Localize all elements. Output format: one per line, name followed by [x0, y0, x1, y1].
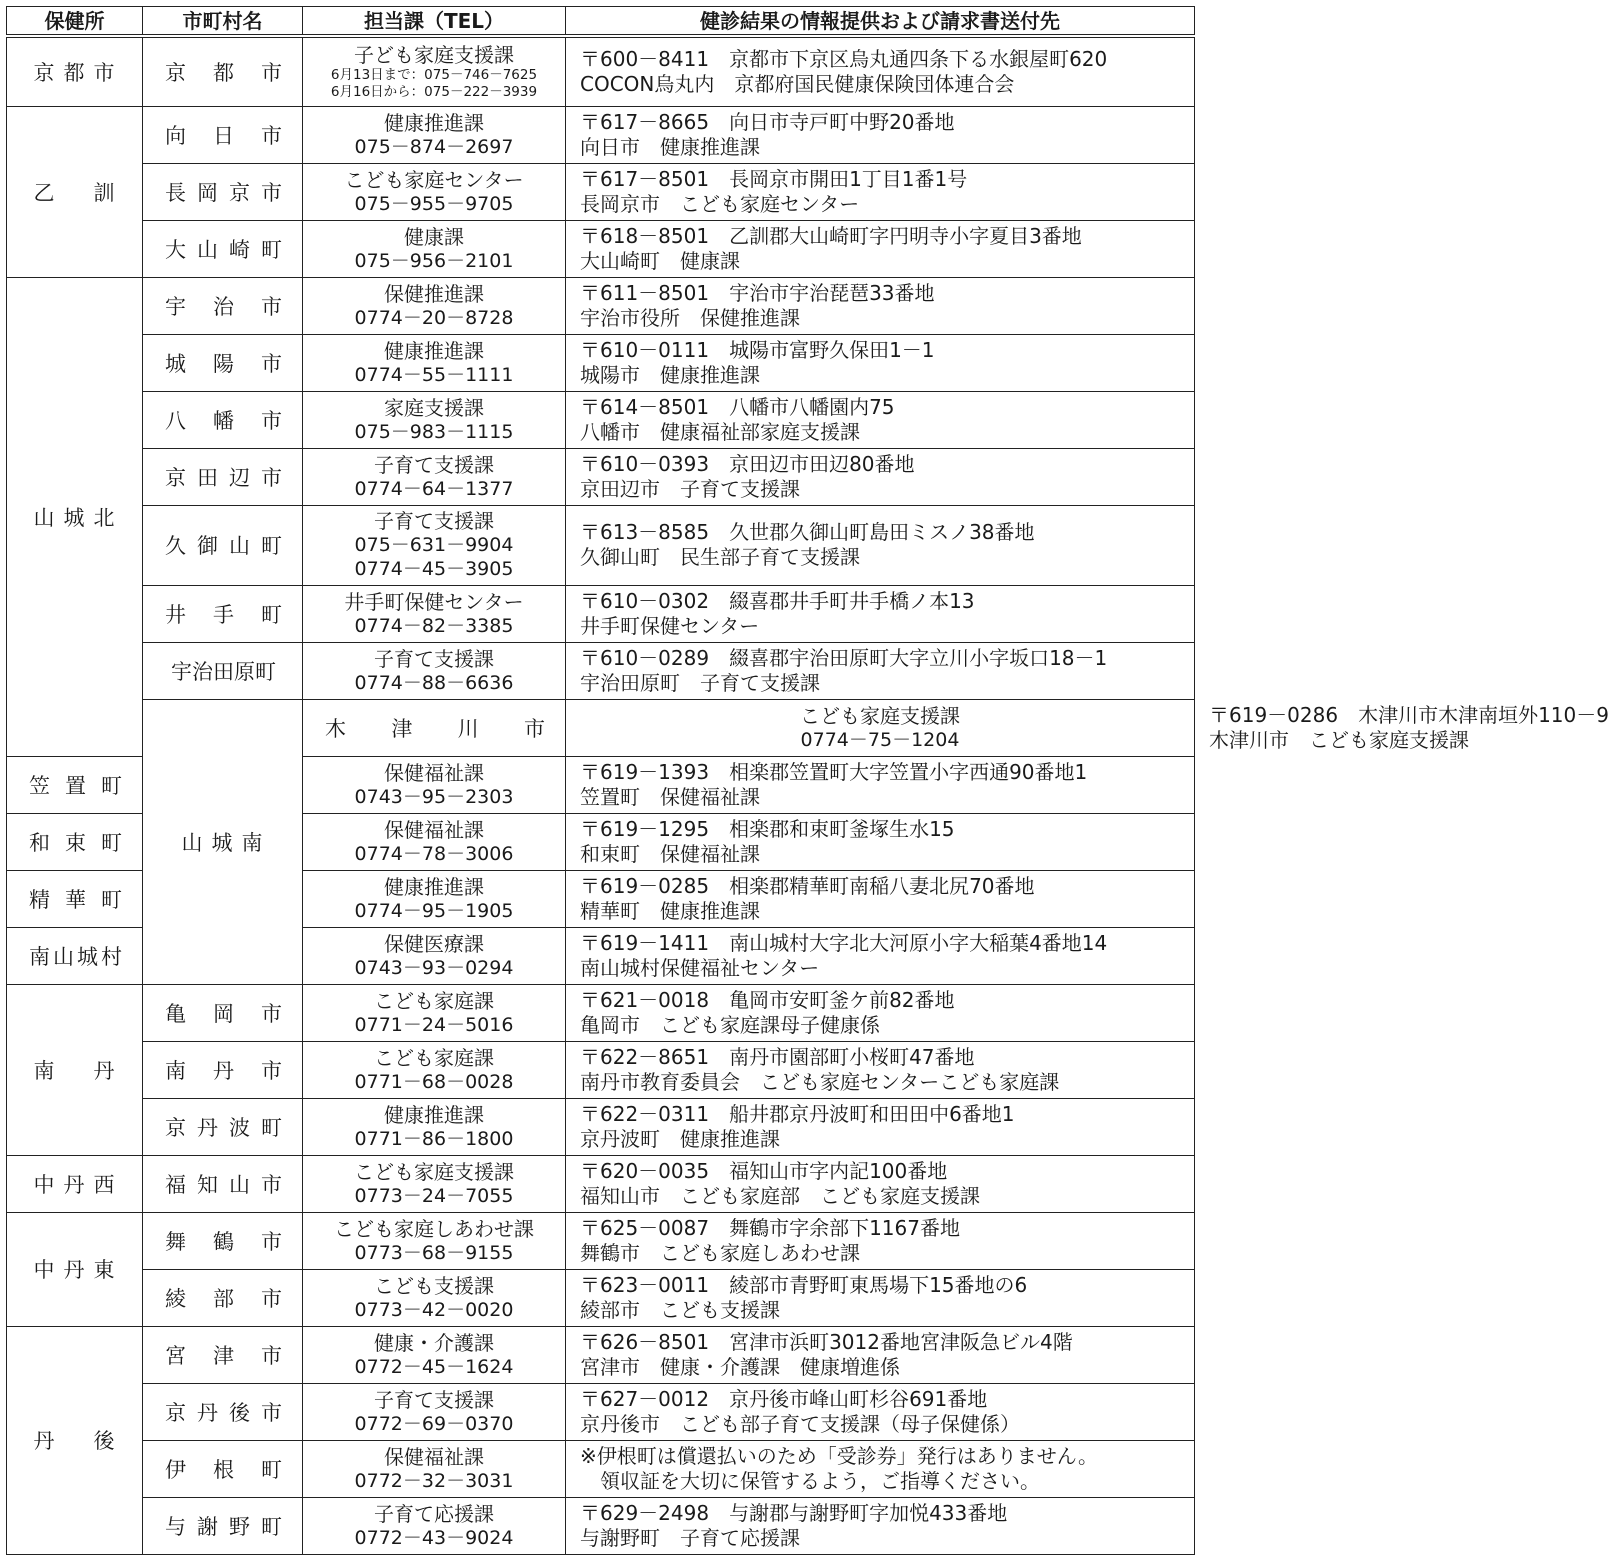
department-name: こども家庭課: [374, 1045, 494, 1070]
header-municipality: 市町村名: [143, 7, 303, 37]
address-line-postal: 〒617－8665 向日市寺戸町中野20番地: [580, 109, 955, 134]
address-line-postal: 〒622－8651 南丹市園部町小桜町47番地: [580, 1044, 975, 1069]
address-cell: [566, 1440, 1195, 1497]
municipality-name: 向 日 市: [165, 123, 282, 148]
phone-number: 0743－95－2303: [354, 785, 514, 808]
phone-number: 0772－32－3031: [354, 1469, 514, 1492]
table-row: [7, 1269, 1195, 1326]
municipality-cell: [143, 448, 303, 505]
table-row: [7, 1041, 1195, 1098]
address-line-recipient: 与謝野町 子育て応援課: [580, 1525, 800, 1550]
department-name: 保健医療課: [384, 931, 484, 956]
department-cell: [303, 1440, 566, 1497]
department-name: 健康推進課: [384, 110, 484, 135]
address-cell: [566, 1497, 1195, 1554]
address-line-postal: 〒619－1393 相楽郡笠置町大字笠置小字西通90番地1: [580, 759, 1088, 784]
department-name: 保健福祉課: [384, 760, 484, 785]
table-row: [7, 642, 1195, 699]
department-cell: [303, 1212, 566, 1269]
department-cell: [303, 448, 566, 505]
municipality-cell: [7, 756, 143, 813]
address-line-recipient: 福知山市 こども家庭部 こども家庭支援課: [580, 1183, 980, 1208]
municipality-cell: [143, 1269, 303, 1326]
address-line-postal: 〒619－0285 相楽郡精華町南稲八妻北尻70番地: [580, 873, 1035, 898]
address-line-recipient: 八幡市 健康福祉部家庭支援課: [580, 419, 860, 444]
municipality-cell: [143, 334, 303, 391]
address-cell: [566, 36, 1195, 106]
department-cell: [303, 334, 566, 391]
phone-number: 0772－69－0370: [354, 1412, 514, 1435]
office-cell: 山城北: [7, 277, 143, 756]
address-cell: [566, 927, 1195, 984]
department-cell: [303, 927, 566, 984]
municipality-name: 伊 根 町: [165, 1457, 282, 1482]
phone-number: 0771－24－5016: [354, 1013, 514, 1036]
table-row: [7, 163, 1195, 220]
address-line-postal: 〒613－8585 久世郡久御山町島田ミスノ38番地: [580, 520, 1035, 544]
department-cell: [303, 813, 566, 870]
office-cell: 中丹東: [7, 1212, 143, 1326]
address-cell: [566, 1098, 1195, 1155]
phone-number: 0774－75－1204: [800, 728, 960, 751]
address-line-recipient: 領収証を大切に保管するよう，ご指導ください。: [580, 1468, 1040, 1493]
address-line-postal: 〒610－0393 京田辺市田辺80番地: [580, 451, 915, 476]
phone-number: 0771－68－0028: [354, 1070, 514, 1093]
office-cell: 山城南: [143, 699, 303, 984]
address-line-recipient: 京田辺市 子育て支援課: [580, 476, 800, 501]
address-cell: [566, 813, 1195, 870]
department-cell: [303, 391, 566, 448]
phone-number: 0773－68－9155: [354, 1241, 514, 1264]
address-line-recipient: 南山城村保健福祉センター: [580, 955, 820, 980]
table-row: [7, 106, 1195, 163]
municipality-cell: [143, 106, 303, 163]
department-cell: [303, 220, 566, 277]
address-cell: [566, 756, 1195, 813]
department-cell: [303, 36, 566, 106]
phone-number: 0771－86－1800: [354, 1127, 514, 1150]
department-cell: [303, 756, 566, 813]
header-department: 担当課（TEL）: [303, 7, 566, 37]
department-name: こども家庭支援課: [354, 1159, 514, 1184]
department-name: 子育て支援課: [374, 1387, 494, 1412]
address-cell: [566, 1326, 1195, 1383]
department-name: こども家庭センター: [344, 167, 524, 192]
address-line-postal: 〒611－8501 宇治市宇治琵琶33番地: [580, 280, 935, 305]
department-name: 子育て応援課: [374, 1501, 494, 1526]
address-cell: [566, 1041, 1195, 1098]
department-name: 井手町保健センター: [344, 589, 524, 614]
municipality-name: 福 知 山 市: [165, 1172, 282, 1197]
address-cell: [566, 163, 1195, 220]
address-cell: [566, 106, 1195, 163]
phone-number: 0774－55－1111: [354, 363, 514, 386]
phone-number: 0743－93－0294: [354, 956, 514, 979]
phone-number: 0774－78－3006: [354, 842, 514, 865]
address-line-recipient: 精華町 健康推進課: [580, 898, 760, 923]
phone-number: 0774－88－6636: [354, 671, 514, 694]
municipality-cell: [143, 1326, 303, 1383]
department-name: 健康推進課: [384, 874, 484, 899]
department-name: 家庭支援課: [384, 395, 484, 420]
address-line-postal: 〒620－0035 福知山市字内記100番地: [580, 1158, 948, 1183]
phone-note: 6月16日から：075－222－3939: [330, 83, 538, 100]
phone-number: 0774－20－8728: [354, 306, 514, 329]
municipality-name: 久 御 山 町: [165, 534, 282, 558]
phone-number: 0773－42－0020: [354, 1298, 514, 1321]
municipality-name: 京 丹 波 町: [165, 1115, 282, 1140]
phone-number: 0774－45－3905: [354, 558, 514, 580]
address-cell: [566, 1155, 1195, 1212]
address-line-recipient: 宮津市 健康・介護課 健康増進係: [580, 1354, 900, 1379]
address-line-postal: 〒623－0011 綾部市青野町東馬場下15番地の6: [580, 1272, 1028, 1297]
address-cell: [566, 391, 1195, 448]
address-line-postal: 〒610－0302 綴喜郡井手町井手橋ノ本13: [580, 588, 975, 613]
address-line-recipient: 京丹波町 健康推進課: [580, 1126, 780, 1151]
department-cell: [303, 585, 566, 642]
table-row: [7, 448, 1195, 505]
address-line-recipient: 舞鶴市 こども家庭しあわせ課: [580, 1240, 860, 1265]
address-line-postal: 〒625－0087 舞鶴市字余部下1167番地: [580, 1215, 960, 1240]
municipality-cell: [143, 163, 303, 220]
table-row: [7, 585, 1195, 642]
table-row: [7, 391, 1195, 448]
department-cell: [303, 984, 566, 1041]
department-name: 健康課: [404, 224, 464, 249]
address-line-recipient: 京丹後市 こども部子育て支援課（母子保健係）: [580, 1411, 1020, 1436]
municipality-name: 八 幡 市: [165, 408, 282, 433]
phone-number: 0774－95－1905: [354, 899, 514, 922]
department-cell: [303, 1155, 566, 1212]
address-cell: [566, 642, 1195, 699]
address-cell: [566, 1383, 1195, 1440]
municipality-cell: [143, 1041, 303, 1098]
department-cell: [303, 1041, 566, 1098]
header-office: 保健所: [7, 7, 143, 37]
phone-number: 075－631－9904: [354, 534, 514, 556]
department-name: 健康・介護課: [374, 1330, 494, 1355]
address-cell: [566, 1269, 1195, 1326]
address-line-recipient: 大山崎町 健康課: [580, 248, 740, 273]
municipality-name: 和 束 町: [29, 830, 122, 855]
municipality-name: 南 丹 市: [165, 1058, 282, 1083]
municipality-cell: [143, 391, 303, 448]
address-line-postal: 〒618－8501 乙訓郡大山崎町字円明寺小字夏目3番地: [580, 223, 1082, 248]
municipality-name: 城 陽 市: [165, 351, 282, 376]
phone-number: 075－983－1115: [354, 420, 514, 443]
address-cell: [566, 277, 1195, 334]
department-cell: [303, 106, 566, 163]
municipality-name: 笠 置 町: [29, 773, 122, 798]
address-line-postal: 〒610－0289 綴喜郡宇治田原町大字立川小字坂口18－1: [580, 645, 1108, 670]
department-name: こども家庭支援課: [800, 703, 960, 728]
municipality-name: 宮 津 市: [165, 1343, 282, 1368]
address-line-recipient: 井手町保健センター: [580, 613, 760, 638]
address-line-postal: 〒627－0012 京丹後市峰山町杉谷691番地: [580, 1386, 988, 1411]
address-line-recipient: COCON烏丸内 京都府国民健康保険団体連合会: [580, 71, 1015, 96]
address-cell: [566, 448, 1195, 505]
address-line-postal: 〒621－0018 亀岡市安町釜ケ前82番地: [580, 987, 955, 1012]
municipality-name: 綾 部 市: [165, 1286, 282, 1311]
table-row: [7, 1155, 1195, 1212]
address-line-postal: 〒626－8501 宮津市浜町3012番地宮津阪急ビル4階: [580, 1329, 1073, 1354]
municipality-cell: [143, 277, 303, 334]
office-cell: 丹 後: [7, 1326, 143, 1554]
municipality-cell: [7, 870, 143, 927]
department-name: 保健福祉課: [384, 1444, 484, 1469]
address-line-postal: 〒619－1295 相楽郡和束町釜塚生水15: [580, 816, 955, 841]
address-line-postal: 〒622－0311 船井郡京丹波町和田田中6番地1: [580, 1101, 1015, 1126]
municipality-name: 木 津 川 市: [325, 716, 545, 741]
table-row: [7, 1098, 1195, 1155]
address-line-postal: 〒614－8501 八幡市八幡園内75: [580, 394, 895, 419]
municipality-cell: [143, 1440, 303, 1497]
municipality-name: 大 山 崎 町: [165, 237, 282, 262]
municipality-cell: [143, 36, 303, 106]
department-name: 健康推進課: [384, 1102, 484, 1127]
address-line-postal: 〒610－0111 城陽市富野久保田1－1: [580, 337, 935, 362]
address-line-recipient: 城陽市 健康推進課: [580, 362, 760, 387]
department-cell: [303, 505, 566, 585]
table-row: [7, 1440, 1195, 1497]
clinic-contact-table: [6, 6, 1609, 1555]
phone-number: 0773－24－7055: [354, 1184, 514, 1207]
municipality-name: 舞 鶴 市: [165, 1229, 282, 1254]
municipality-cell: [7, 813, 143, 870]
department-cell: [303, 1326, 566, 1383]
table-row: [7, 1212, 1195, 1269]
address-cell: [566, 334, 1195, 391]
municipality-name: 南 山 城 村: [29, 944, 122, 969]
address-line-recipient: 笠置町 保健福祉課: [580, 784, 760, 809]
phone-number: 0772－45－1624: [354, 1355, 514, 1378]
municipality-name: 京 丹 後 市: [165, 1400, 282, 1425]
address-cell: [566, 1212, 1195, 1269]
municipality-name: 宇 治 田 原 町: [171, 659, 276, 684]
municipality-name: 与 謝 野 町: [165, 1514, 282, 1539]
department-name: 健康推進課: [384, 338, 484, 363]
table-row: [7, 984, 1195, 1041]
address-line-postal: 〒629－2498 与謝郡与謝野町字加悦433番地: [580, 1500, 1008, 1525]
municipality-cell: [143, 505, 303, 585]
address-line-postal: 〒619－1411 南山城村大字北大河原小字大稲葉4番地14: [580, 930, 1108, 955]
department-name: 子育て支援課: [374, 646, 494, 671]
municipality-name: 京 田 辺 市: [165, 465, 282, 490]
address-line-recipient: 宇治田原町 子育て支援課: [580, 670, 820, 695]
municipality-cell: [143, 1383, 303, 1440]
address-line-postal: ※伊根町は償還払いのため「受診券」発行はありません。: [580, 1443, 1098, 1468]
department-name: 子育て支援課: [374, 509, 494, 533]
address-line-recipient: 長岡京市 こども家庭センター: [580, 191, 860, 216]
department-name: こども家庭課: [374, 988, 494, 1013]
table-row: [7, 334, 1195, 391]
municipality-cell: [143, 585, 303, 642]
department-name: 子育て支援課: [374, 452, 494, 477]
table-row: [7, 220, 1195, 277]
phone-number: 075－955－9705: [354, 192, 514, 215]
table-row: [7, 1326, 1195, 1383]
municipality-cell: [143, 642, 303, 699]
address-line-postal: 〒600－8411 京都市下京区烏丸通四条下る水銀屋町620: [580, 46, 1108, 71]
phone-number: 0772－43－9024: [354, 1526, 514, 1549]
municipality-name: 長 岡 京 市: [165, 180, 282, 205]
municipality-name: 京 都 市: [165, 60, 282, 85]
phone-number: 0774－64－1377: [354, 477, 514, 500]
table-body: [7, 36, 1609, 1554]
department-cell: [303, 1098, 566, 1155]
department-cell: [303, 870, 566, 927]
municipality-cell: [7, 927, 143, 984]
municipality-cell: [143, 220, 303, 277]
table-row: [7, 1497, 1195, 1554]
department-name: 保健福祉課: [384, 817, 484, 842]
office-cell: 乙 訓: [7, 106, 143, 277]
address-line-postal: 〒617－8501 長岡京市開田1丁目1番1号: [580, 166, 968, 191]
department-cell: [566, 699, 1195, 756]
department-cell: [303, 1269, 566, 1326]
table-row: [7, 1383, 1195, 1440]
office-cell: 南 丹: [7, 984, 143, 1155]
address-line-recipient: 亀岡市 こども家庭課母子健康係: [580, 1012, 880, 1037]
phone-number: 075－874－2697: [354, 135, 514, 158]
municipality-cell: [143, 1098, 303, 1155]
municipality-cell: [143, 1497, 303, 1554]
office-cell: 中丹西: [7, 1155, 143, 1212]
department-cell: [303, 1383, 566, 1440]
address-cell: [566, 220, 1195, 277]
phone-number: 075－956－2101: [354, 249, 514, 272]
department-name: こども家庭しあわせ課: [334, 1216, 534, 1241]
municipality-cell: [143, 1212, 303, 1269]
header-address: 健診結果の情報提供および請求書送付先: [566, 7, 1195, 37]
municipality-name: 亀 岡 市: [165, 1001, 282, 1026]
header-row: [7, 7, 1195, 37]
department-cell: [303, 1497, 566, 1554]
address-cell: [566, 505, 1195, 585]
department-cell: [303, 277, 566, 334]
department-name: 子ども家庭支援課: [354, 42, 514, 67]
department-name: 保健推進課: [384, 281, 484, 306]
municipality-name: 精 華 町: [29, 887, 122, 912]
phone-number: 0774－82－3385: [354, 614, 514, 637]
municipality-name: 宇 治 市: [165, 294, 282, 319]
address-line-recipient: 南丹市教育委員会 こども家庭センターこども家庭課: [580, 1069, 1060, 1094]
address-line-recipient: 向日市 健康推進課: [580, 134, 760, 159]
address-line-recipient: 久御山町 民生部子育て支援課: [580, 545, 860, 569]
table-row: [7, 277, 1195, 334]
office-cell: 京都市: [7, 36, 143, 106]
department-cell: [303, 163, 566, 220]
address-line-recipient: 和束町 保健福祉課: [580, 841, 760, 866]
address-cell: [566, 870, 1195, 927]
department-cell: [303, 642, 566, 699]
table-row: 山城南 木 津 川 市 こども家庭支援課 0774－75－1204 〒619－0286 木津川市木津南垣外110－9 木津川市 こども家庭支援課: [7, 699, 1195, 756]
municipality-cell: [143, 1155, 303, 1212]
address-cell: [566, 585, 1195, 642]
department-name: こども支援課: [374, 1273, 494, 1298]
municipality-name: 井 手 町: [165, 602, 282, 627]
address-cell: [566, 984, 1195, 1041]
municipality-cell: [303, 699, 566, 756]
municipality-cell: [143, 984, 303, 1041]
address-line-recipient: 宇治市役所 保健推進課: [580, 305, 800, 330]
table-row: [7, 36, 1195, 106]
phone-note: 6月13日まで：075－746－7625: [330, 66, 538, 83]
table-row: [7, 505, 1195, 585]
address-line-recipient: 綾部市 こども支援課: [580, 1297, 780, 1322]
